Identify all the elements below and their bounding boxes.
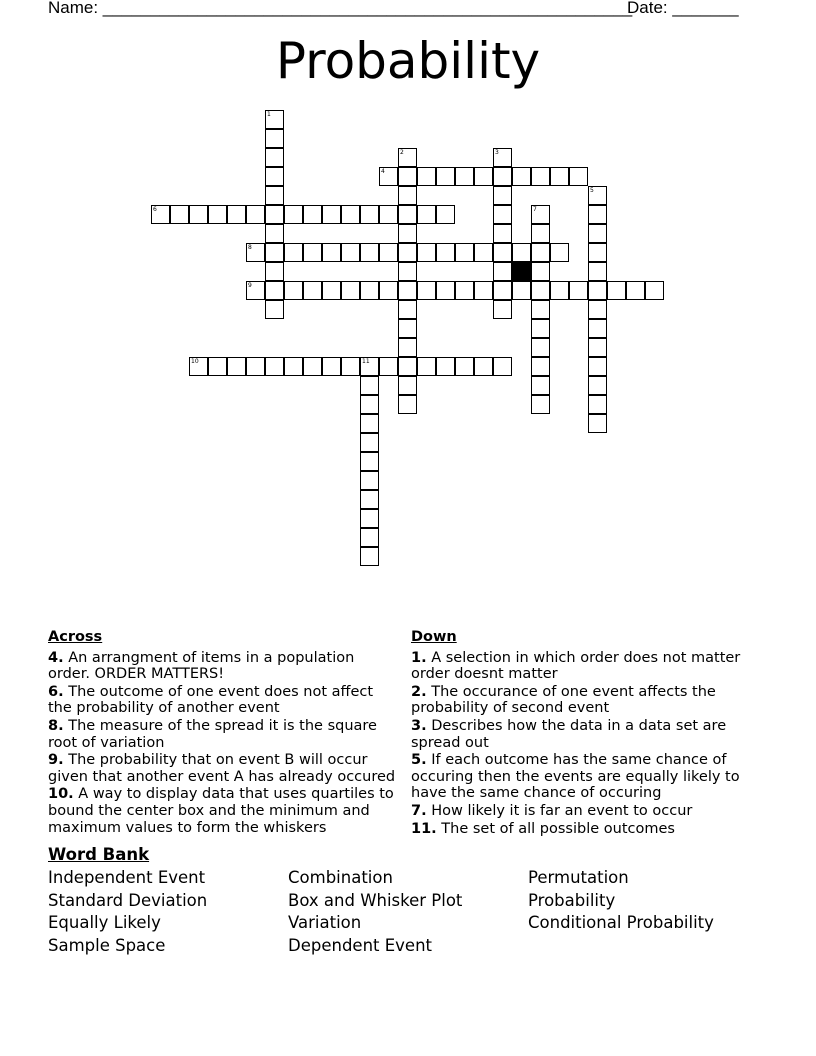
word-bank-item: Variation [288, 913, 362, 933]
page-title: Probability [275, 32, 541, 90]
clue-number: 11 [362, 358, 370, 365]
crossword-cell[interactable] [493, 262, 512, 281]
crossword-cell[interactable] [588, 395, 607, 414]
crossword-cell[interactable] [588, 319, 607, 338]
crossword-cell[interactable] [265, 205, 284, 224]
crossword-cell[interactable] [531, 224, 550, 243]
crossword-cell[interactable] [284, 357, 303, 376]
crossword-cell[interactable] [531, 395, 550, 414]
clue-down-5: 5. If each outcome has the same chance of occuring then the events are equally likely to have the same chance of occuring [411, 752, 740, 802]
crossword-cell[interactable] [398, 186, 417, 205]
crossword-cell[interactable] [493, 148, 512, 167]
crossword-cell[interactable] [227, 357, 246, 376]
crossword-cell[interactable] [265, 186, 284, 205]
crossword-cell[interactable] [265, 357, 284, 376]
crossword-cell[interactable] [493, 243, 512, 262]
crossword-cell[interactable] [493, 205, 512, 224]
clue-number: 7 [533, 206, 537, 213]
crossword-cell[interactable] [417, 357, 436, 376]
clue-across-10: 10. A way to display data that uses quartiles to bound the center box and the minimum and maximum values to form the whiskers [48, 786, 394, 836]
crossword-cell[interactable] [398, 205, 417, 224]
crossword-cell[interactable] [531, 319, 550, 338]
crossword-cell[interactable] [360, 376, 379, 395]
crossword-cell[interactable] [607, 281, 626, 300]
crossword-cell[interactable] [417, 243, 436, 262]
word-bank-item: Conditional Probability [528, 913, 714, 933]
crossword-cell[interactable] [531, 167, 550, 186]
crossword-cell[interactable] [360, 509, 379, 528]
crossword-cell[interactable] [455, 167, 474, 186]
clue-down-3: 3. Describes how the data in a data set are spread out [411, 717, 727, 751]
crossword-cell[interactable] [474, 357, 493, 376]
crossword-cell[interactable] [588, 414, 607, 433]
crossword-cell[interactable] [436, 205, 455, 224]
crossword-cell[interactable] [208, 205, 227, 224]
crossword-cell[interactable] [531, 357, 550, 376]
crossword-cell[interactable] [645, 281, 664, 300]
crossword-cell[interactable] [303, 281, 322, 300]
crossword-cell[interactable] [569, 281, 588, 300]
crossword-cell[interactable] [379, 357, 398, 376]
crossword-cell[interactable] [588, 300, 607, 319]
crossword-cell[interactable] [588, 357, 607, 376]
crossword-cell[interactable] [474, 243, 493, 262]
crossword-cell[interactable] [360, 395, 379, 414]
crossword-cell[interactable] [341, 357, 360, 376]
crossword-cell[interactable] [341, 243, 360, 262]
crossword-cell[interactable] [550, 167, 569, 186]
down-heading: Down [411, 629, 457, 645]
crossword-cell[interactable] [360, 490, 379, 509]
clue-number: 2 [400, 149, 404, 156]
crossword-cell[interactable] [322, 243, 341, 262]
crossword-cell[interactable] [303, 205, 322, 224]
crossword-cell[interactable] [208, 357, 227, 376]
crossword-cell[interactable] [398, 300, 417, 319]
crossword-cell[interactable] [322, 205, 341, 224]
crossword-cell[interactable] [455, 243, 474, 262]
crossword-cell[interactable] [341, 281, 360, 300]
crossword-cell[interactable] [493, 300, 512, 319]
clue-number: 6 [153, 206, 157, 213]
crossword-cell[interactable] [588, 338, 607, 357]
clue-down-7: 7. How likely it is far an event to occur [411, 802, 693, 819]
word-bank-item: Permutation [528, 868, 629, 887]
crossword-cell[interactable] [360, 433, 379, 452]
date-field-label: Date: _______ [627, 0, 739, 17]
crossword-cell[interactable] [360, 452, 379, 471]
clue-across-4: 4. An arrangment of items in a population order. ORDER MATTERS! [48, 649, 355, 683]
crossword-cell[interactable] [360, 357, 379, 376]
crossword-cell[interactable] [322, 357, 341, 376]
crossword-cell[interactable] [284, 243, 303, 262]
crossword-cell[interactable] [588, 186, 607, 205]
crossword-cell[interactable] [360, 243, 379, 262]
crossword-cell[interactable] [436, 243, 455, 262]
clue-down-1: 1. A selection in which order does not matter order doesnt matter [411, 649, 741, 683]
across-clues [48, 629, 398, 837]
crossword-cell[interactable] [550, 243, 569, 262]
crossword-cell[interactable] [189, 205, 208, 224]
crossword-cell[interactable] [360, 528, 379, 547]
crossword-cell[interactable] [588, 376, 607, 395]
crossword-cell[interactable] [493, 281, 512, 300]
crossword-cell[interactable] [531, 338, 550, 357]
crossword-cell[interactable] [512, 243, 531, 262]
crossword-cell[interactable] [569, 167, 588, 186]
crossword-cell[interactable] [512, 167, 531, 186]
word-bank-item: Combination [288, 868, 393, 887]
crossword-cell[interactable] [531, 376, 550, 395]
crossword-cell[interactable] [398, 167, 417, 186]
crossword-cell[interactable] [246, 357, 265, 376]
clue-across-9: 9. The probability that on event B will occur given that another event A has already occured [48, 752, 396, 785]
crossword-cell[interactable] [398, 357, 417, 376]
clue-number: 4 [381, 168, 385, 175]
crossword-cell[interactable] [246, 243, 265, 262]
crossword-cell[interactable] [265, 262, 284, 281]
across-heading: Across [48, 629, 103, 645]
crossword-cell[interactable] [398, 338, 417, 357]
crossword-cell[interactable] [398, 376, 417, 395]
word-bank-item: Independent Event [48, 868, 206, 887]
crossword-black-square [512, 262, 531, 281]
crossword-cell[interactable] [322, 281, 341, 300]
crossword-cell[interactable] [265, 224, 284, 243]
clue-number: 3 [495, 149, 499, 156]
word-bank-item: Probability [528, 890, 616, 910]
crossword-cell[interactable] [531, 281, 550, 300]
crossword-cell[interactable] [474, 167, 493, 186]
crossword-cell[interactable] [341, 205, 360, 224]
crossword-cell[interactable] [531, 262, 550, 281]
crossword-cell[interactable] [436, 167, 455, 186]
word-bank-heading: Word Bank [48, 845, 150, 864]
crossword-cell[interactable] [379, 205, 398, 224]
crossword-cell[interactable] [170, 205, 189, 224]
crossword-cell[interactable] [398, 224, 417, 243]
crossword-cell[interactable] [455, 281, 474, 300]
crossword-cell[interactable] [398, 319, 417, 338]
crossword-cell[interactable] [436, 357, 455, 376]
crossword-cell[interactable] [265, 148, 284, 167]
crossword-cell[interactable] [398, 262, 417, 281]
crossword-cell[interactable] [379, 281, 398, 300]
crossword-cell[interactable] [493, 357, 512, 376]
crossword-cell[interactable] [189, 357, 208, 376]
word-bank-item: Dependent Event [288, 936, 433, 956]
word-bank-item: Standard Deviation [48, 890, 208, 910]
crossword-cell[interactable] [246, 205, 265, 224]
word-bank-item: Box and Whisker Plot [288, 890, 463, 910]
crossword-cell[interactable] [436, 281, 455, 300]
crossword-cell[interactable] [588, 262, 607, 281]
crossword-cell[interactable] [417, 167, 436, 186]
clue-across-8: 8. The measure of the spread it is the square root of variation [48, 717, 377, 751]
crossword-cell[interactable] [531, 243, 550, 262]
crossword-cell[interactable] [550, 281, 569, 300]
crossword-cell[interactable] [265, 129, 284, 148]
word-bank-item: Equally Likely [48, 913, 161, 933]
crossword-cell[interactable] [265, 110, 284, 129]
crossword-cell[interactable] [284, 281, 303, 300]
crossword-cell[interactable] [379, 243, 398, 262]
crossword-cell[interactable] [398, 148, 417, 167]
crossword-cell[interactable] [455, 357, 474, 376]
crossword-cell[interactable] [626, 281, 645, 300]
crossword-cell[interactable] [360, 547, 379, 566]
crossword-cell[interactable] [531, 300, 550, 319]
clue-number: 5 [590, 187, 594, 194]
crossword-cell[interactable] [588, 243, 607, 262]
crossword-cell[interactable] [360, 281, 379, 300]
clue-number: 8 [248, 244, 252, 251]
crossword-cell[interactable] [493, 186, 512, 205]
crossword-cell[interactable] [284, 205, 303, 224]
clue-down-11: 11. The set of all possible outcomes [411, 820, 675, 837]
clue-number: 10 [191, 358, 199, 365]
clue-across-6: 6. The outcome of one event does not affect the probability of another event [48, 683, 374, 717]
crossword-cell[interactable] [493, 224, 512, 243]
crossword-cell[interactable] [588, 281, 607, 300]
word-bank-item: Sample Space [48, 936, 166, 956]
down-clues [411, 629, 756, 838]
crossword-cell[interactable] [417, 205, 436, 224]
crossword-cell[interactable] [379, 167, 398, 186]
crossword-cell[interactable] [417, 281, 436, 300]
crossword-cell[interactable] [360, 414, 379, 433]
crossword-cell[interactable] [588, 205, 607, 224]
crossword-cell[interactable] [398, 395, 417, 414]
crossword-cell[interactable] [151, 205, 170, 224]
clue-number: 9 [248, 282, 252, 289]
crossword-cell[interactable] [265, 300, 284, 319]
crossword-cell[interactable] [303, 357, 322, 376]
crossword-cell[interactable] [265, 281, 284, 300]
crossword-cell[interactable] [227, 205, 246, 224]
crossword-cell[interactable] [265, 167, 284, 186]
crossword-cell[interactable] [303, 243, 322, 262]
crossword-cell[interactable] [493, 167, 512, 186]
clue-down-2: 2. The occurance of one event affects the probability of second event [411, 683, 716, 717]
crossword-cell[interactable] [512, 281, 531, 300]
clue-number: 1 [267, 111, 271, 118]
crossword-cell[interactable] [246, 281, 265, 300]
crossword-cell[interactable] [531, 205, 550, 224]
crossword-cell[interactable] [360, 205, 379, 224]
crossword-cell[interactable] [360, 471, 379, 490]
crossword-cell[interactable] [588, 224, 607, 243]
crossword-cell[interactable] [398, 243, 417, 262]
name-field-label: Name: ________________________________________________________ [48, 0, 633, 17]
crossword-cell[interactable] [474, 281, 493, 300]
crossword-cell[interactable] [265, 243, 284, 262]
crossword-cell[interactable] [398, 281, 417, 300]
